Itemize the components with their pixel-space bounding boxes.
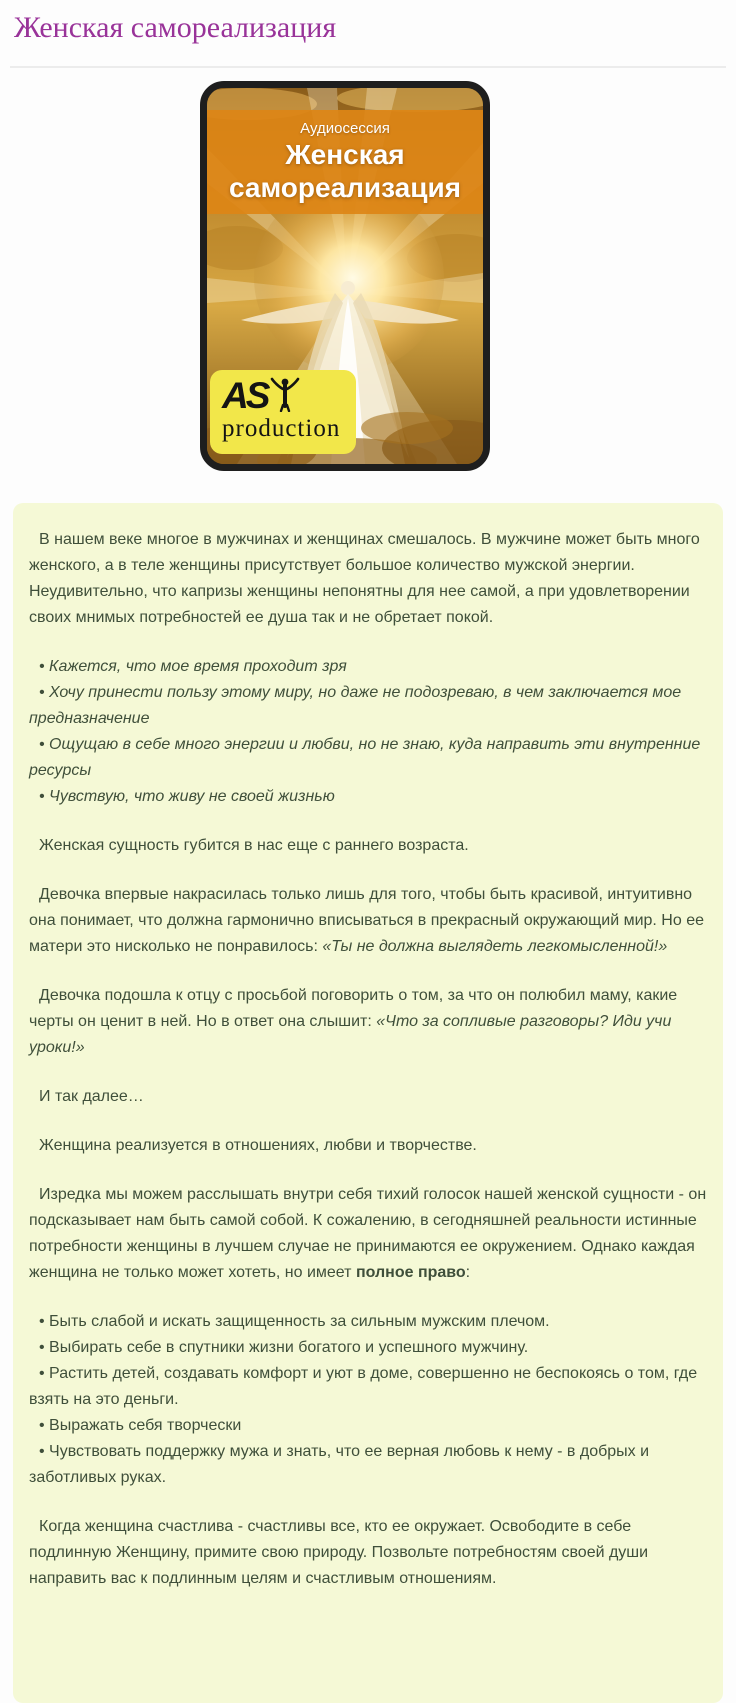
cover-label: Аудиосессия (300, 120, 390, 137)
paragraph: Женщина реализуется в отношениях, любви и творчестве. (39, 1137, 477, 1154)
cover-title-line1: Женская (285, 139, 405, 170)
page-title: Женская самореализация (14, 11, 337, 44)
cover-banner (207, 110, 483, 214)
bullet-item: • Выбирать себе в спутники жизни богатого и успешного мужчину. (39, 1339, 529, 1356)
bullet-item: • Ощущаю в себе много энергии и любви, но не знаю, куда направить эти внутренние ресурсы (29, 736, 701, 779)
logo-letters: AS (222, 375, 268, 416)
paragraph: Когда женщина счастлива - счастливы все, кто ее окружает. Освободите в себе подлинную Женщину, примите свою природу. Позвольте потребностям своей души направить вас к подлинным целям и счастливым отношениям. (29, 1518, 649, 1587)
bullet-item: • Хочу принести пользу этому миру, но даже не подозреваю, в чем заключается мое предназначение (29, 684, 682, 727)
bullet-item: • Кажется, что мое время проходит зря (39, 658, 347, 675)
bullet-item: • Чувствую, что живу не своей жизнью (39, 788, 335, 805)
paragraph: В нашем веке многое в мужчинах и женщинах смешалось. В мужчине может быть много женского, а в теле женщины присутствует большое количество мужской энергии. Неудивительно, что капризы женщины непонятны для нее самой, а при удовлетворении своих мнимых потребностей ее душа так и не обретает покой. (29, 531, 700, 626)
bullet-item: • Чувствовать поддержку мужа и знать, что ее верная любовь к нему - в добрых и заботливых руках. (29, 1443, 650, 1486)
paragraph: Изредка мы можем расслышать внутри себя тихий голосок нашей женской сущности - он подсказывает нам быть самой собой. К сожалению, в сегодняшней реальности истинные потребности женщины в лучшем случае не принимаются ее окружением. Однако каждая женщина не только может хотеть, но имеет полное право: (29, 1186, 707, 1281)
person-arms-raised-icon (270, 376, 300, 412)
bullet-list (29, 654, 707, 810)
bullet-item: • Растить детей, создавать комфорт и уют в доме, совершенно не беспокоясь о том, где взять на это деньги. (29, 1365, 698, 1408)
ast-production-logo (210, 370, 356, 454)
bullet-item: • Быть слабой и искать защищенность за сильным мужским плечом. (39, 1313, 550, 1330)
divider (10, 66, 726, 68)
logo-production-label: production (222, 415, 341, 442)
paragraph: И так далее… (39, 1088, 144, 1105)
content-box (13, 503, 723, 1703)
bullet-item: • Выражать себя творчески (39, 1417, 242, 1434)
paragraph: Девочка подошла к отцу с просьбой поговорить о том, за что он полюбил маму, какие черты он ценит в ней. Но в ответ она слышит: «Что за сопливые разговоры? Иди учи уроки!» (29, 987, 678, 1056)
cover-title-line2: самореализация (228, 172, 462, 203)
paragraph: Девочка впервые накрасилась только лишь для того, чтобы быть красивой, интуитивно она понимает, что должна гармонично вписываться в прекрасный окружающий мир. Но ее матери это нисколько не понравилось: «Ты не должна выглядеть легкомысленной!» (29, 886, 704, 955)
bullet-list (29, 1309, 707, 1491)
paragraph: Женская сущность губится в нас еще с раннего возраста. (39, 837, 469, 854)
audio-session-cover[interactable] (200, 81, 490, 471)
